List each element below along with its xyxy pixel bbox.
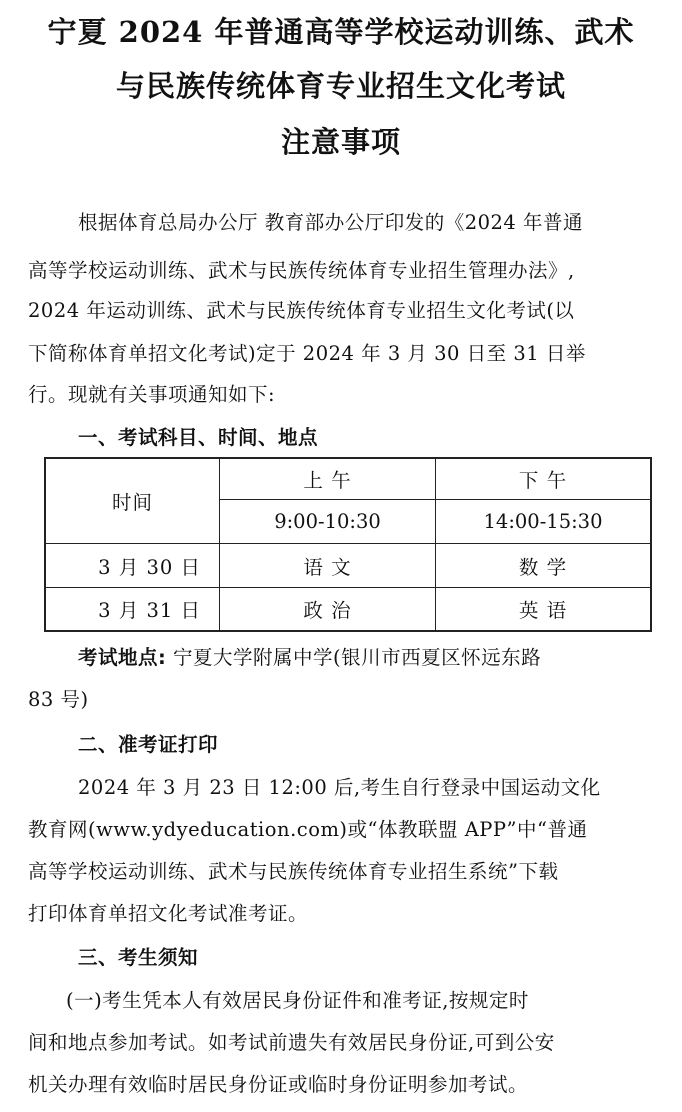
exam-location-line-2: 83 号) [28,688,89,711]
section-3-line-1: (一)考生凭本人有效居民身份证件和准考证,按规定时 [66,989,529,1012]
section-3-line-2: 间和地点参加考试。如考试前遗失有效居民身份证,可到公安 [28,1031,555,1054]
table-morning-time: 9:00-10:30 [274,510,381,533]
table-row-morning-subject: 语 文 [303,555,352,579]
table-header-afternoon: 下 午 [518,469,568,492]
document-title-line-2: 与民族传统体育专业招生文化考试 [115,69,566,103]
section-2-line-1: 2024 年 3 月 23 日 12:00 后,考生自行登录中国运动文化 [78,776,601,799]
table-row-afternoon-subject: 数 学 [518,555,568,579]
section-2-line-3: 高等学校运动训练、武术与民族传统体育专业招生系统”下载 [28,860,559,883]
exam-schedule-table [44,457,652,632]
table-afternoon-time: 14:00-15:30 [483,510,603,533]
document-title-line-1: 宁夏 2024 年普通高等学校运动训练、武术 [47,15,635,49]
table-header-time: 时间 [111,491,153,514]
section-2-line-4: 打印体育单招文化考试准考证。 [28,902,309,925]
section-1-heading: 一、考试科目、时间、地点 [78,426,319,449]
intro-line-5: 行。现就有关事项通知如下: [28,383,276,406]
table-header-morning: 上 午 [303,469,352,492]
exam-location-value: 宁夏大学附属中学(银川市西夏区怀远东路 [173,646,542,669]
section-3-heading: 三、考生须知 [78,946,199,969]
table-row-date: 3 月 31 日 [98,599,201,622]
section-3-line-3: 机关办理有效临时居民身份证或临时身份证明参加考试。 [28,1073,529,1096]
table-row-date: 3 月 30 日 [98,555,201,579]
exam-location-label: 考试地点: [78,646,167,669]
intro-line-3: 2024 年运动训练、武术与民族传统体育专业招生文化考试(以 [28,299,575,322]
exam-location-line-1 [78,643,541,673]
table-row-afternoon-subject: 英 语 [518,599,568,622]
section-2-line-2: 教育网(www.ydyeducation.com)或“体教联盟 APP”中“普通 [28,818,588,841]
table-row-morning-subject: 政 治 [303,599,352,622]
section-2-heading: 二、准考证打印 [78,733,219,756]
intro-line-1: 根据体育总局办公厅 教育部办公厅印发的《2024 年普通 [78,211,584,234]
intro-line-4: 下简称体育单招文化考试)定于 2024 年 3 月 30 日至 31 日举 [28,342,586,365]
intro-line-2: 高等学校运动训练、武术与民族传统体育专业招生管理办法》, [28,259,575,282]
document-title-line-3: 注意事项 [280,125,401,159]
